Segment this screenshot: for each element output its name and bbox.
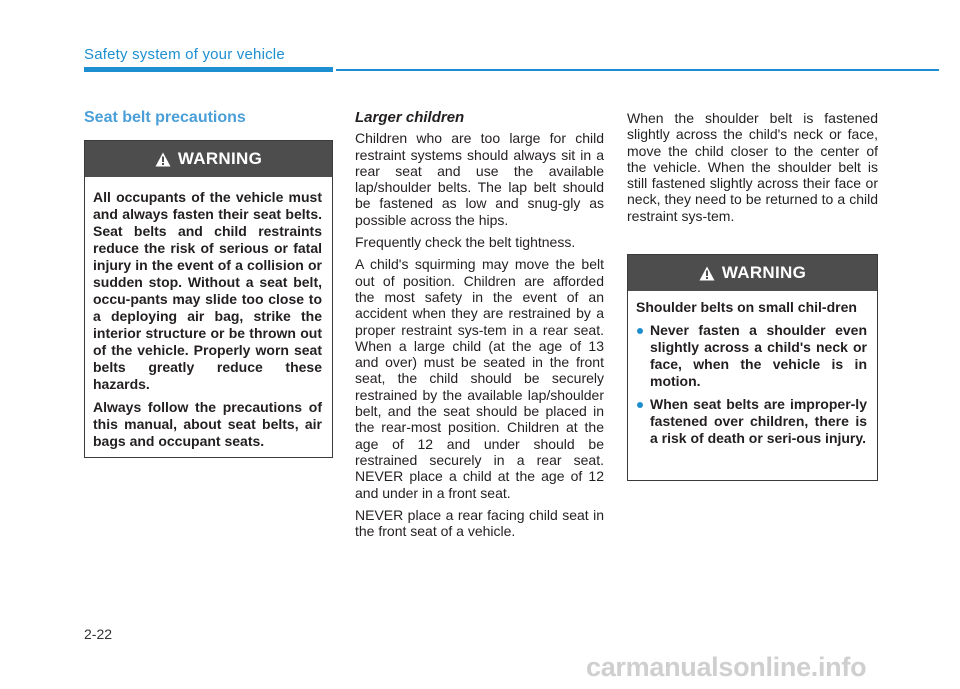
- header-rule-thin: [336, 69, 939, 71]
- warning-body: [85, 177, 332, 466]
- section-title: Seat belt precautions: [84, 109, 246, 126]
- body-paragraph: When the shoulder belt is fastened slightly across the child's neck or face, move the child closer to the center of the vehicle. When the shoulder belt is still fastened slightly across their face or neck, they need to be returned to a child restraint sys-tem.: [627, 110, 878, 224]
- warning-header: [85, 141, 332, 177]
- middle-column: [355, 110, 604, 545]
- warning-bullet: When seat belts are improper-ly fastened over children, there is a risk of death or seri-ous injury.: [636, 396, 867, 447]
- body-paragraph: Frequently check the belt tightness.: [355, 234, 576, 251]
- warning-box-right: [627, 254, 878, 481]
- warning-label: WARNING: [177, 149, 263, 168]
- warning-label: WARNING: [721, 263, 807, 282]
- running-header: Safety system of your vehicle: [84, 46, 285, 63]
- page-number: 2-22: [84, 626, 113, 642]
- warning-header: [628, 255, 877, 291]
- body-paragraph: A child's squirming may move the belt out of position. Children are afforded the most safety in the event of an accident when they are restrained by a proper restraint sys-tem in a rear seat. When a large child (at the age of 13 and over) must be seated in the front seat, the child should be securely restrained by the available lap/shoulder belt, and the seat should be placed in the rear-most position. Children at the age of 12 and under should be restrained securely in a rear seat. NEVER place a child at the age of 12 and under in a front seat.: [355, 256, 604, 501]
- warning-bullet: Never fasten a shoulder even slightly across a child's neck or face, when the vehicle is in motion.: [636, 322, 867, 390]
- warning-paragraph: Always follow the precautions of this manual, about seat belts, air bags and occupant seats.: [93, 399, 322, 449]
- warning-paragraph: All occupants of the vehicle must and always fasten their seat belts. Seat belts and child restraints reduce the risk of serious or fatal injury in the event of a collision or sudden stop. Without a seat belt, occu-pants may slide too close to a deploying air bag, strike the interior structure or be thrown out of the vehicle. Properly worn seat belts greatly reduce these hazards.: [93, 189, 322, 392]
- warning-body: [628, 291, 877, 463]
- warning-intro: Shoulder belts on small chil-dren: [636, 299, 857, 315]
- warning-box-left: [84, 140, 333, 458]
- body-paragraph: NEVER place a rear facing child seat in the front seat of a vehicle.: [355, 506, 604, 540]
- subsection-heading: Larger children: [355, 109, 465, 126]
- body-paragraph: Children who are too large for child restraint systems should always sit in a rear seat and use the available lap/shoulder belts. The lap belt should be fastened as low and snug-gly as possible across the hips.: [355, 130, 604, 228]
- warning-triangle-icon: [699, 266, 715, 281]
- footer-watermark: carmanualsonline.info: [586, 652, 867, 682]
- header-rule-thick: [84, 67, 333, 72]
- warning-triangle-icon: [155, 152, 171, 167]
- right-column: [627, 110, 878, 230]
